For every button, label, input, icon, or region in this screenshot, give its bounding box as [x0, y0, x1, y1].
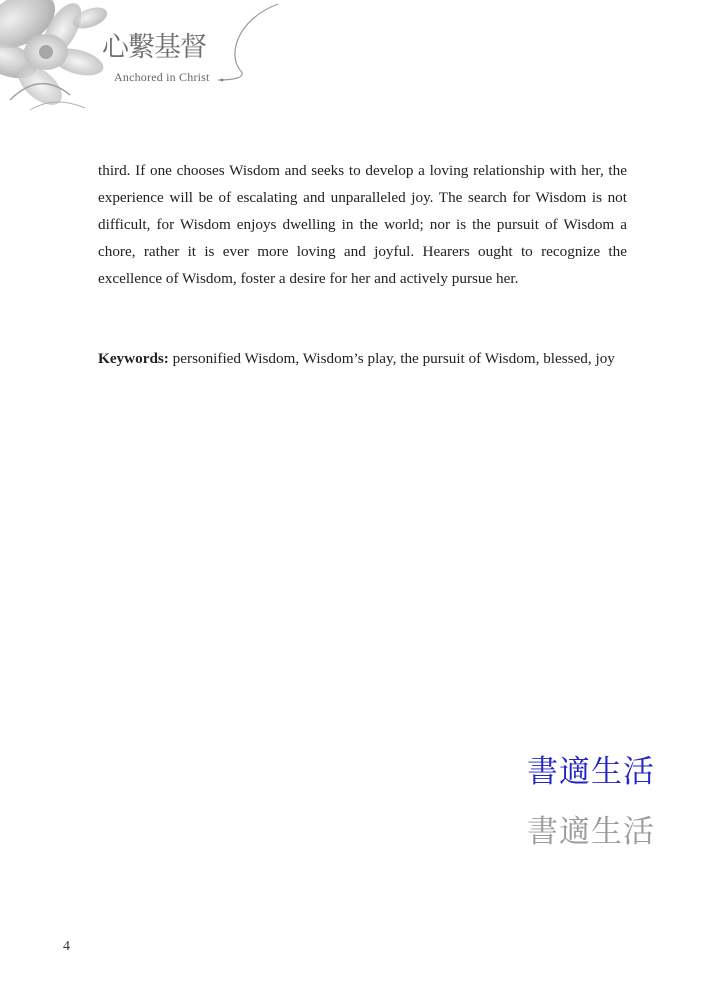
abstract-paragraph: third. If one chooses Wisdom and seeks to develop a loving relationship with her, the experience will be of escalating and unparalleled joy. The search for Wisdom is not difficult, for Wisdom enjoys dwelling in the world; nor is the pursuit of Wisdom a chore, rather it is ever more loving and joyful. Hearers ought to recognize the excellence of Wisdom, foster a desire for her and actively pursue her. — [98, 162, 627, 287]
page-number: 4 — [63, 939, 70, 954]
header-title: 心繫基督 — [102, 32, 206, 63]
keywords-text: personified Wisdom, Wisdom’s play, the pursuit of Wisdom, blessed, joy — [172, 350, 615, 367]
keywords-line — [98, 345, 627, 372]
header-subtitle: Anchored in Christ — [114, 70, 210, 84]
keywords-label: Keywords: — [98, 350, 169, 367]
watermark-gray: 書適生活 — [527, 814, 655, 850]
watermark-blue: 書適生活 — [527, 754, 655, 790]
